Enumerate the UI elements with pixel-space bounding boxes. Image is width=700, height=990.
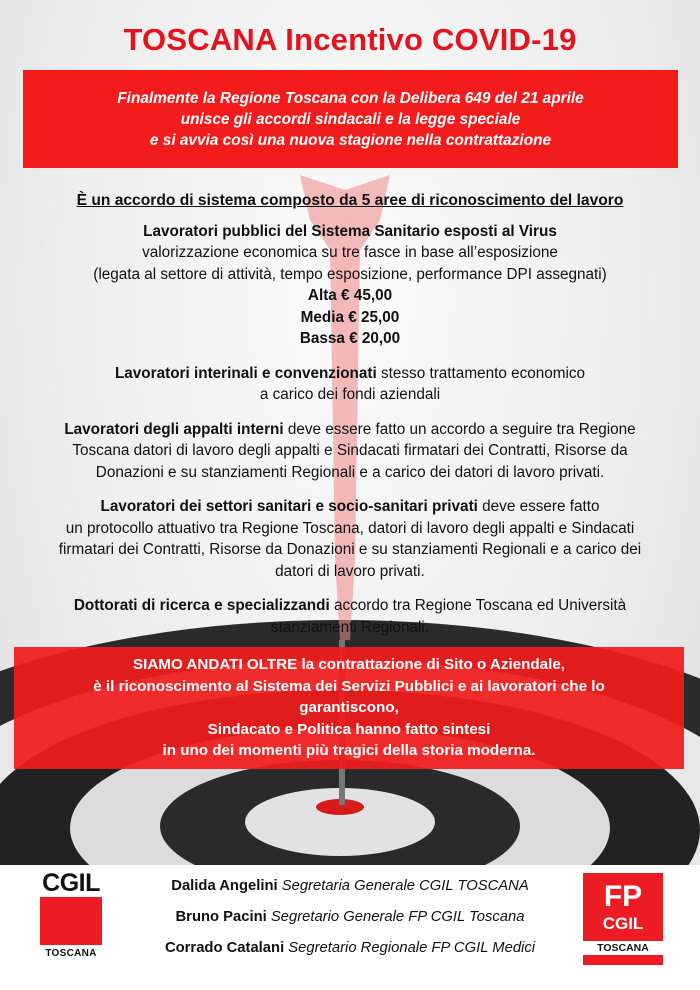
area-title: Lavoratori pubblici del Sistema Sanitario esposti al Virus: [143, 222, 557, 240]
area-contract-workers: [20, 419, 680, 484]
area-text: a carico dei fondi aziendali: [259, 386, 441, 403]
area-private-health-workers: [20, 496, 680, 582]
area-text: un protocollo attuativo tra Regione Toscana, datori di lavoro degli appalti e Sindacati: [65, 519, 635, 537]
signatories: [120, 871, 580, 964]
logo-fp-text: FP: [603, 880, 643, 913]
banner-line: è il riconoscimento al Sistema dei Servizi Pubblici e ai lavoratori che lo: [93, 677, 605, 695]
logo-text: CGIL: [42, 869, 100, 897]
logo-region: TOSCANA: [583, 941, 663, 955]
signatory: [120, 933, 580, 964]
area-text: Toscana datori di lavoro degli appalti e Sindacati firmatari dei Contratti, Risorse da: [72, 442, 628, 459]
area-text: (legata al settore di attività, tempo esposizione, performance DPI assegnati): [93, 265, 607, 283]
area-phd-residents: [20, 595, 680, 638]
area-text: accordo tra Regione Toscana ed Università: [329, 597, 627, 614]
page-title: TOSCANA Incentivo COVID-19: [123, 22, 577, 57]
area-text: firmatari dei Contratti, Risorse da Donazioni e su stanziamenti Regionali e a carico dei: [58, 541, 642, 558]
tier-medium: Media € 25,00: [300, 308, 400, 326]
area-text: valorizzazione economica su tre fasce in base all’esposizione: [142, 244, 558, 261]
area-title: Dottorati di ricerca e specializzandi: [73, 597, 330, 614]
fp-cgil-toscana-logo: [583, 873, 663, 965]
signatory-role: Segretaria Generale CGIL TOSCANA: [277, 878, 529, 894]
signatory-role: Segretario Generale FP CGIL Toscana: [266, 909, 525, 925]
intro-line: e si avvia così una nuova stagione nella contrattazione: [149, 131, 552, 149]
signatory-role: Segretario Regionale FP CGIL Medici: [284, 940, 536, 956]
main-content: [20, 190, 680, 651]
area-title: Lavoratori degli appalti interni: [64, 420, 284, 438]
banner-line: garantiscono,: [299, 699, 399, 717]
signatory: [120, 871, 580, 902]
tier-high: Alta € 45,00: [307, 287, 393, 304]
area-public-health-workers: [20, 221, 680, 350]
signatory-name: Corrado Catalani: [164, 940, 285, 956]
area-title: Lavoratori dei settori sanitari e socio-sanitari privati: [100, 498, 478, 515]
area-text: stesso trattamento economico: [376, 364, 586, 382]
signatory-name: Dalida Angelini: [171, 878, 278, 894]
area-text: stanziamenti Regionali.: [270, 618, 430, 636]
area-title: Lavoratori interinali e convenzionati: [114, 364, 377, 382]
signatory: [120, 902, 580, 933]
cgil-toscana-logo: [38, 869, 104, 963]
intro-line: Finalmente la Regione Toscana con la Delibera 649 del 21 aprile: [117, 89, 584, 107]
tier-low: Bassa € 20,00: [299, 330, 401, 347]
intro-box: [23, 70, 678, 168]
signatory-name: Bruno Pacini: [175, 909, 267, 925]
section-heading: È un accordo di sistema composto da 5 aree di riconoscimento del lavoro: [76, 192, 624, 209]
intro-line: unisce gli accordi sindacali e la legge speciale: [180, 110, 521, 128]
banner-line: in uno dei momenti più tragici della storia moderna.: [162, 742, 536, 760]
area-text: deve essere fatto un accordo a seguire tra Regione: [283, 420, 636, 438]
red-square-icon: [40, 897, 102, 945]
area-text: Donazioni e su stanziamenti Regionali e a carico dei datori di lavoro privati.: [95, 463, 605, 481]
area-text: datori di lavoro privati.: [275, 562, 425, 580]
logo-region: TOSCANA: [45, 948, 97, 959]
banner-line: Sindacato e Politica hanno fatto sintesi: [207, 720, 491, 738]
area-text: deve essere fatto: [477, 498, 600, 515]
logo-cgil-text: CGIL: [602, 914, 644, 933]
area-temp-workers: [20, 363, 680, 406]
closing-banner: [14, 647, 684, 769]
footer: [0, 865, 700, 990]
banner-line: SIAMO ANDATI OLTRE la contrattazione di Sito o Aziendale,: [132, 656, 566, 674]
